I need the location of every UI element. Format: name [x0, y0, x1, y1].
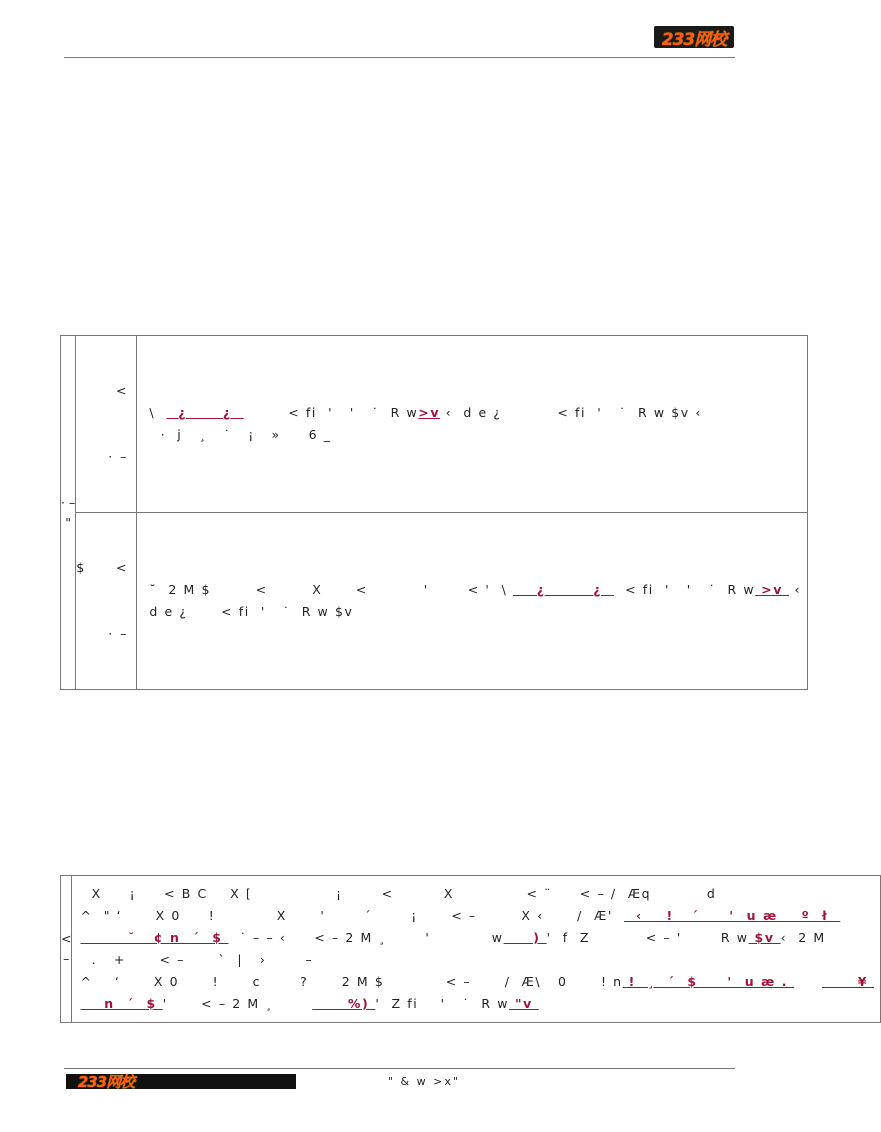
text-line — [80, 905, 873, 927]
text-segment: ‹ — [788, 582, 802, 597]
highlight-link[interactable]: ˘ ¢ n ´ $ — [80, 930, 229, 945]
text-line — [149, 424, 801, 446]
text-line — [80, 993, 873, 1015]
table1-row2-sub — [76, 513, 137, 690]
text-line — [149, 579, 801, 601]
highlight-link[interactable]: n ´ $ — [80, 996, 163, 1011]
highlight-link[interactable]: ¿ ¿ — [512, 582, 615, 597]
text-segment: d e ¿ < fi ' ˙ R w $v — [149, 604, 354, 619]
text-segment: X ¡ < B C X [ ¡ < X < ¨ < – / Æq d — [80, 886, 717, 901]
table1-label-line: · – — [61, 494, 76, 510]
text-segment: ^ " ‘ X 0 ! X ' ´ ¡ < – X ‹ / Æ' — [80, 908, 625, 923]
highlight-link[interactable]: %) — [312, 996, 376, 1011]
table1-row2-sub-line: · – — [108, 626, 127, 641]
text-line — [80, 949, 873, 971]
text-segment: ' Z fi ' ˙ R w — [375, 996, 510, 1011]
table1-row1-text — [137, 336, 808, 513]
text-segment: ^ ‘ X 0 ! c ? 2 M $ < – / Æ\ 0 ! n — [80, 974, 623, 989]
highlight-link[interactable]: $v — [748, 930, 781, 945]
text-line — [80, 927, 873, 949]
footer-logo: 233网校 — [77, 1073, 135, 1091]
text-line — [80, 971, 873, 993]
text-line — [80, 883, 873, 905]
table1-row1-sub — [76, 336, 137, 513]
header-logo: 233网校 — [654, 26, 734, 48]
text-segment: · j ¸ ˙ ¡ » 6 _ — [149, 427, 332, 442]
text-segment: \ — [149, 405, 167, 420]
table1-label — [61, 336, 76, 690]
table1-row1-sub-line: < — [115, 383, 127, 398]
highlight-link[interactable]: >v — [755, 582, 789, 597]
table1-row1-sub-line: · – — [108, 449, 127, 464]
table2-label: < – — [61, 876, 72, 1023]
table1-row2-text — [137, 513, 808, 690]
text-segment: < fi ' ' ˙ R w — [243, 405, 419, 420]
text-segment: ' < – 2 M ¸ — [162, 996, 313, 1011]
highlight-link[interactable]: ) — [503, 930, 547, 945]
highlight-link[interactable]: ¥ — [821, 974, 874, 989]
highlight-link[interactable]: ¿ ¿ — [166, 405, 244, 420]
text-segment: ' f Z < – ' R w — [546, 930, 749, 945]
table-2 — [60, 875, 881, 1023]
text-segment: ˘ 2 M $ < X < ' < ' \ — [149, 582, 513, 597]
highlight-link[interactable]: "v — [509, 996, 539, 1011]
header-rule — [64, 57, 735, 58]
text-line — [149, 601, 801, 623]
text-line — [149, 402, 801, 424]
page-number: " & w >x" — [388, 1075, 460, 1088]
footer-rule — [64, 1068, 735, 1069]
text-segment: ˙ – – ‹ < – 2 M ¸ ' w — [228, 930, 504, 945]
highlight-link[interactable]: ! ¸ ´ $ ' u æ . — [622, 974, 795, 989]
text-segment: ‹ d e ¿ < fi ' ˙ R w $v ‹ — [440, 405, 702, 420]
text-segment: . + < – ` | › – — [80, 952, 314, 967]
text-segment: ‹ 2 M — [780, 930, 826, 945]
table-1 — [60, 335, 808, 690]
text-segment: < fi ' ' ˙ R w — [614, 582, 756, 597]
highlight-link[interactable]: >v — [418, 405, 441, 420]
highlight-link[interactable]: ‹ ! ´ ' u æ º ł — [624, 908, 841, 923]
table1-label-line: " — [65, 514, 71, 530]
text-segment — [794, 974, 822, 989]
table1-row2-sub-line: $ < — [76, 560, 127, 575]
table2-text — [72, 876, 880, 1023]
